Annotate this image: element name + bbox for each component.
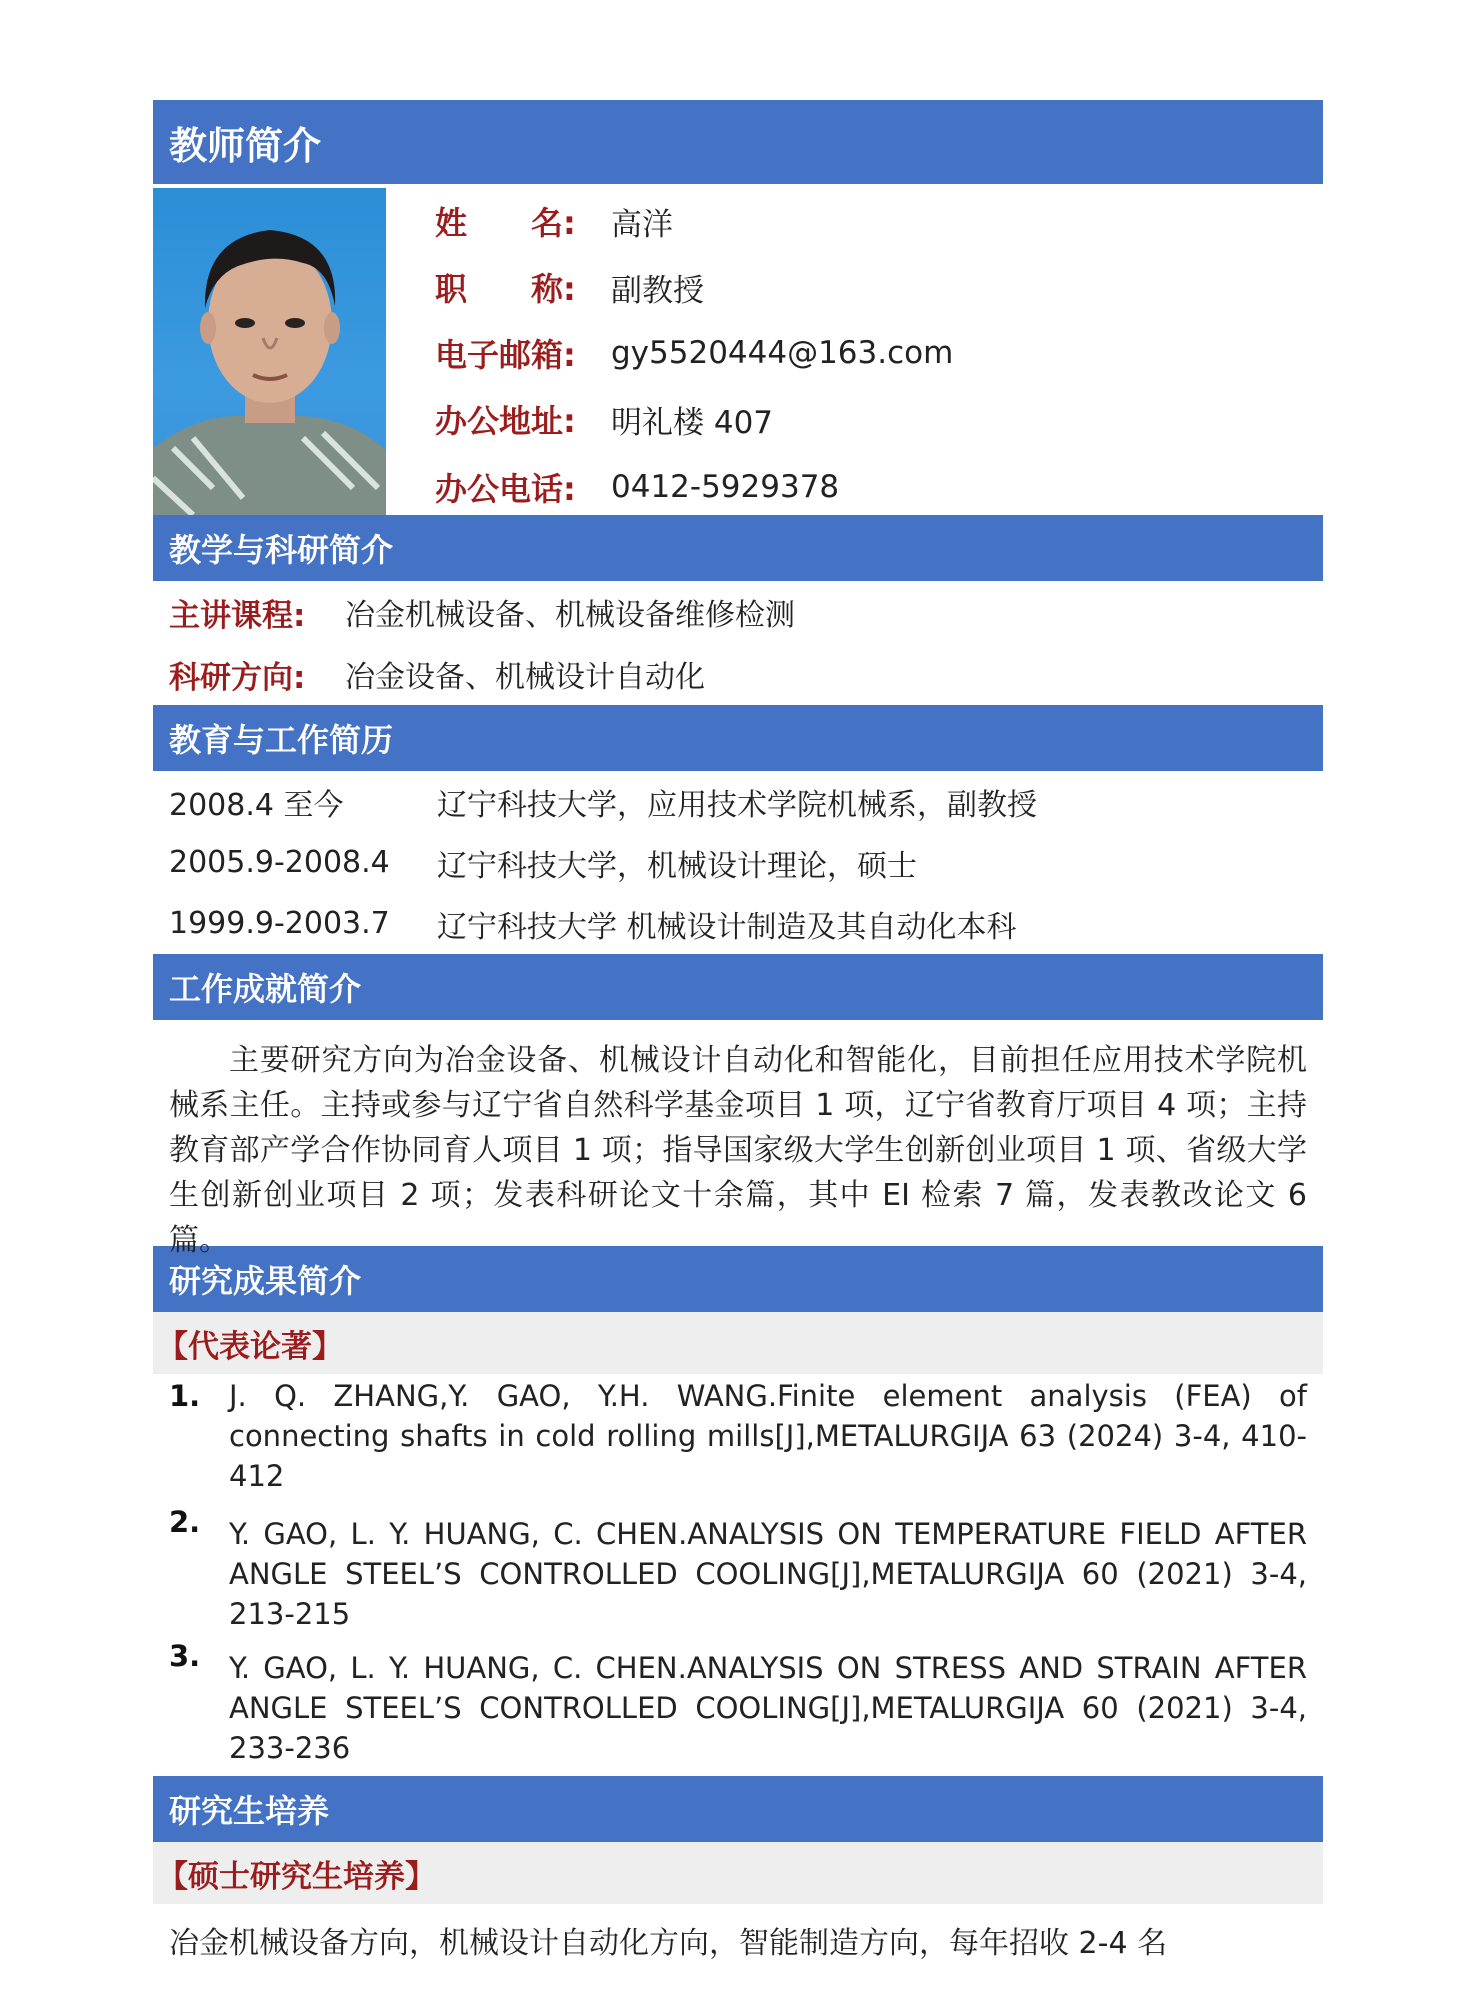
course-row — [153, 581, 1323, 643]
section-header-achievement — [153, 954, 1323, 1020]
section-header-teaching — [153, 515, 1323, 581]
section-header-education — [153, 705, 1323, 771]
publication-text: Y. GAO, L. Y. HUANG, C. CHEN.ANALYSIS ON STRESS AND STRAIN AFTER ANGLE STEEL’S CONTROLLED COOLING[J],METALURGIJA 60 (2021) 3-4, 233-236 — [229, 1651, 1307, 1765]
section-title: 研究成果简介 — [169, 1262, 362, 1300]
research-label: 科研方向: — [169, 659, 306, 696]
office-value: 明礼楼 407 — [611, 404, 774, 441]
portrait-photo — [153, 188, 386, 515]
subhead-master: 【硕士研究生培养】 — [153, 1842, 1323, 1904]
phone-row — [435, 464, 839, 510]
publication-number: 2. — [169, 1505, 201, 1539]
portrait-illustration — [153, 188, 386, 515]
publication-item — [153, 1376, 1323, 1496]
section-header-teacher-intro — [153, 100, 1323, 184]
name-row — [435, 198, 673, 244]
publication-number: 1. — [169, 1379, 201, 1413]
title-row — [435, 264, 704, 310]
education-item — [153, 832, 1323, 893]
phone-value: 0412-5929378 — [611, 469, 840, 505]
section-title: 教学与科研简介 — [169, 531, 394, 569]
section-header-research-results — [153, 1246, 1323, 1312]
office-label: 办公地址: — [435, 402, 576, 440]
publication-item — [153, 1636, 1323, 1768]
name-label: 姓 名: — [435, 204, 576, 242]
section-title: 教育与工作简历 — [169, 721, 394, 759]
education-date: 2008.4 至今 — [169, 787, 344, 823]
education-item — [153, 771, 1323, 832]
publication-number: 3. — [169, 1639, 201, 1673]
education-desc: 辽宁科技大学，应用技术学院机械系，副教授 — [437, 787, 1037, 823]
section-title: 研究生培养 — [169, 1792, 330, 1830]
publication-text: J. Q. ZHANG,Y. GAO, Y.H. WANG.Finite element analysis (FEA) of connecting shafts in cold rolling mills[J],METALURGIJA 63 (2024) 3-4, 410-412 — [229, 1379, 1307, 1493]
subhead-publications: 【代表论著】 — [153, 1312, 1323, 1374]
course-label: 主讲课程: — [169, 597, 306, 634]
publication-item — [153, 1502, 1323, 1634]
education-desc: 辽宁科技大学 机械设计制造及其自动化本科 — [437, 909, 1017, 945]
education-item — [153, 893, 1323, 954]
education-desc: 辽宁科技大学，机械设计理论，硕士 — [437, 848, 917, 884]
resume-page — [153, 100, 1323, 1976]
email-label: 电子邮箱: — [435, 336, 576, 374]
course-value: 冶金机械设备、机械设备维修检测 — [345, 598, 795, 633]
achievement-paragraph: 主要研究方向为冶金设备、机械设计自动化和智能化，目前担任应用技术学院机械系主任。主持或参与辽宁省自然科学基金项目 1 项，辽宁省教育厅项目 4 项；主持教育部产学合作协同育人项目 1 项；指导国家级大学生创新创业项目 1 项、省级大学生创新创业项目 2 项；发表科研论文十余篇，其中 EI 检索 7 篇，发表教改论文 6 篇。 — [169, 1043, 1307, 1258]
publication-text: Y. GAO, L. Y. HUANG, C. CHEN.ANALYSIS ON TEMPERATURE FIELD AFTER ANGLE STEEL’S CONTROLLED COOLING[J],METALURGIJA 60 (2021) 3-4, 213-215 — [229, 1517, 1307, 1631]
education-date: 1999.9-2003.7 — [169, 906, 390, 941]
phone-label: 办公电话: — [435, 470, 576, 508]
section-header-graduate — [153, 1776, 1323, 1842]
name-value: 高洋 — [611, 206, 673, 243]
education-date: 2005.9-2008.4 — [169, 845, 390, 880]
profile-block — [153, 184, 1323, 515]
graduate-text: 冶金机械设备方向，机械设计自动化方向，智能制造方向，每年招收 2-4 名 — [169, 1926, 1168, 1961]
email-value[interactable]: gy5520444@163.com — [611, 335, 954, 371]
title-label: 职 称: — [435, 270, 576, 308]
research-value: 冶金设备、机械设计自动化 — [345, 660, 705, 695]
email-row — [435, 330, 953, 376]
research-row — [153, 643, 1323, 705]
office-row — [435, 396, 773, 442]
section-title: 教师简介 — [169, 123, 322, 168]
title-value: 副教授 — [611, 272, 704, 309]
section-title: 工作成就简介 — [169, 970, 362, 1008]
